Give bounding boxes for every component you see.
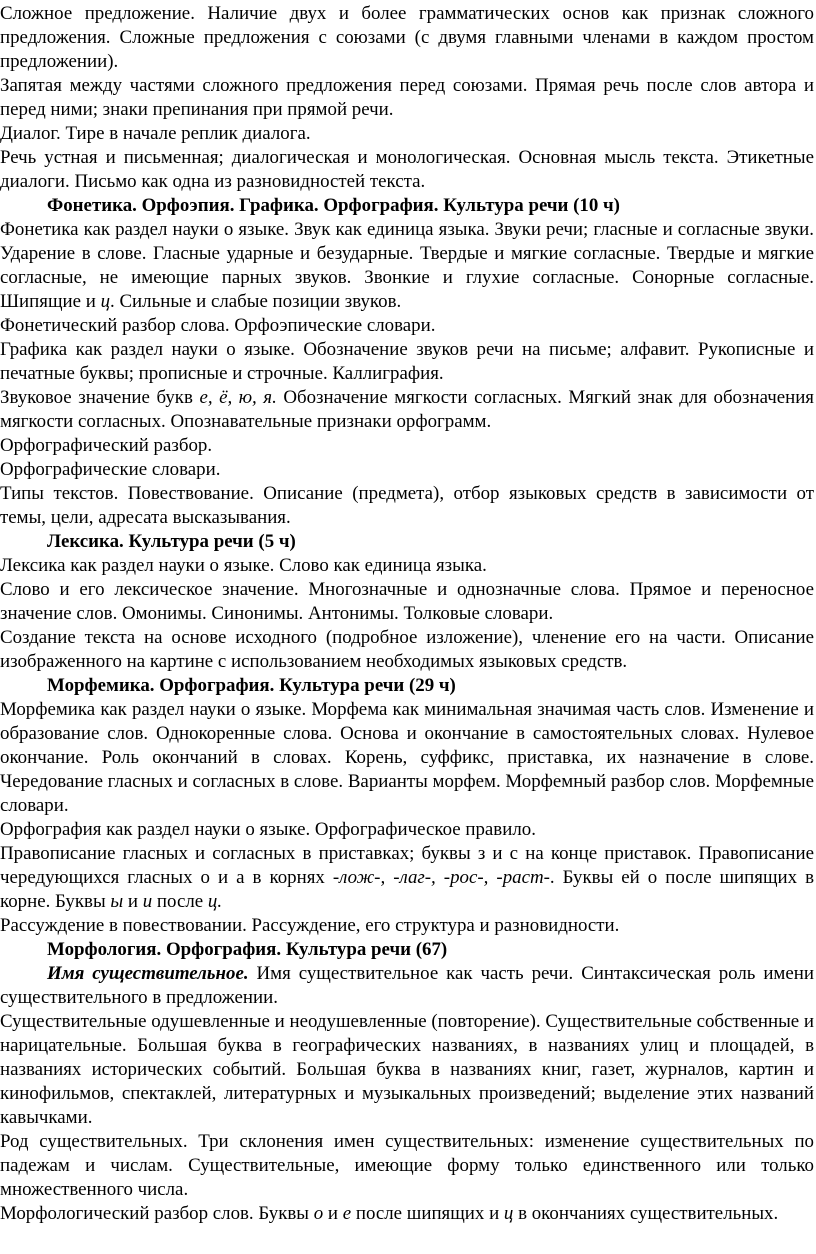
text-run: Существительные одушевленные и неодушевленные (повторение). Существительные собственные и нарицательные. Большая буква в географических названиях, в названиях улиц и площадей, в названиях исторических событий. Большая буква в названиях книг, газет, журналов, картин и кинофильмов, спектаклей, литературных и музыкальных произведений; выделение этих названий кавычками. [0, 1011, 814, 1128]
section-heading [0, 938, 816, 962]
emphasis-text: ц. [207, 891, 223, 912]
paragraph [0, 962, 816, 1010]
emphasis-text: и [142, 891, 153, 912]
text-run: . Сильные и слабые позиции звуков. [110, 291, 402, 312]
text-run: в окончаниях существительных. [513, 1203, 779, 1224]
text-run: . Буквы ей о после шипящих в корне. Буквы [0, 867, 814, 912]
paragraph [0, 338, 816, 386]
paragraph [0, 1202, 816, 1226]
text-run: Графика как раздел науки о языке. Обозначение звуков речи на письме; алфавит. Рукописные и печатные буквы; прописные и строчные. Каллиграфия. [0, 339, 814, 384]
text-run: Фонетический разбор слова. Орфоэпические словари. [0, 315, 436, 336]
paragraph [0, 1010, 816, 1130]
paragraph [0, 386, 816, 434]
emphasis-text: ы [110, 891, 124, 912]
text-run: Морфология. Орфография. Культура речи (67) [47, 939, 448, 960]
text-run: и [323, 1203, 343, 1224]
paragraph [0, 1130, 816, 1202]
paragraph [0, 482, 816, 530]
paragraph [0, 458, 816, 482]
paragraph [0, 818, 816, 842]
text-run: Диалог. Тире в начале реплик диалога. [0, 123, 311, 144]
paragraph [0, 698, 816, 818]
paragraph [0, 842, 816, 914]
section-heading [0, 674, 816, 698]
text-run: и [123, 891, 143, 912]
paragraph [0, 2, 816, 74]
section-heading [0, 194, 816, 218]
text-run: Фонетика. Орфоэпия. Графика. Орфография. Культура речи (10 ч) [47, 195, 620, 216]
text-run: Род существительных. Три склонения имен существительных: изменение существительных по падежам и числам. Существительные, имеющие форму только единственного или только множественного числа. [0, 1131, 814, 1200]
emphasis-text: е, ё, ю, я. [199, 387, 277, 408]
text-run: Создание текста на основе исходного (подробное изложение), членение его на части. Описание изображенного на картине с использованием необходимых языковых средств. [0, 627, 814, 672]
text-run: Имя существительное как часть речи. Синтаксическая роль имени существительного в предложении. [0, 963, 814, 1008]
paragraph [0, 578, 816, 626]
emphasis-text: о [313, 1203, 324, 1224]
text-run: Речь устная и письменная; диалогическая и монологическая. Основная мысль текста. Этикетные диалоги. Письмо как одна из разновидностей текста. [0, 147, 814, 192]
text-run: Морфологический разбор слов. Буквы [0, 1203, 314, 1224]
emphasis-text: е [342, 1203, 352, 1224]
text-run: Лексика как раздел науки о языке. Слово как единица языка. [0, 555, 487, 576]
paragraph [0, 314, 816, 338]
paragraph [0, 554, 816, 578]
paragraph [0, 218, 816, 314]
text-run: Рассуждение в повествовании. Рассуждение, его структура и разновидности. [0, 915, 620, 936]
paragraph [0, 434, 816, 458]
text-run: после [152, 891, 208, 912]
text-run: Орфографические словари. [0, 459, 221, 480]
emphasis-text: ц [503, 1203, 514, 1224]
text-run: Запятая между частями сложного предложения перед союзами. Прямая речь после слов автора и перед ними; знаки препинания при прямой речи. [0, 75, 814, 120]
text-run: Слово и его лексическое значение. Многозначные и однозначные слова. Прямое и переносное значение слов. Омонимы. Синонимы. Антонимы. Толковые словари. [0, 579, 814, 624]
text-run: Лексика. Культура речи (5 ч) [47, 531, 296, 552]
text-run: Орфографический разбор. [0, 435, 213, 456]
text-run: Сложное предложение. Наличие двух и более грамматических основ как признак сложного предложения. Сложные предложения с союзами (с двумя главными членами в каждом простом предложении). [0, 3, 814, 72]
paragraph [0, 146, 816, 194]
text-run: Фонетика как раздел науки о языке. Звук как единица языка. Звуки речи; гласные и согласные звуки. Ударение в слове. Гласные ударные и безударные. Твердые и мягкие согласные. Твердые и мягкие согласные, не имеющие парных звуков. Звонкие и глухие согласные. Сонорные согласные. Шипящие и [0, 219, 814, 312]
text-run: Типы текстов. Повествование. Описание (предмета), отбор языковых средств в зависимости от темы, цели, адресата высказывания. [0, 483, 814, 528]
emphasis-text: Имя существительное. [47, 963, 249, 984]
paragraph [0, 626, 816, 674]
text-run: Морфемика. Орфография. Культура речи (29 ч) [47, 675, 456, 696]
text-run: Обозначение мягкости согласных. Мягкий знак для обозначения мягкости согласных. Опознавательные признаки орфограмм. [0, 387, 814, 432]
paragraph [0, 914, 816, 938]
paragraph [0, 122, 816, 146]
text-run: Правописание гласных и согласных в приставках; буквы з и с на конце приставок. Правописание чередующихся гласных о и а в корнях [0, 843, 814, 888]
emphasis-text: ц [100, 291, 111, 312]
section-heading [0, 530, 816, 554]
text-run: Звуковое значение букв [0, 387, 200, 408]
text-run: после шипящих и [351, 1203, 504, 1224]
paragraph [0, 74, 816, 122]
emphasis-text: -лож-, -лаг-, -рос-, -раст- [332, 867, 550, 888]
text-run: Орфография как раздел науки о языке. Орфографическое правило. [0, 819, 536, 840]
text-run: Морфемика как раздел науки о языке. Морфема как минимальная значимая часть слов. Изменение и образование слов. Однокоренные слова. Основа и окончание в самостоятельных словах. Нулевое окончание. Роль окончаний в словах. Корень, суффикс, приставка, их назначение в слове. Чередование гласных и согласных в слове. Варианты морфем. Морфемный разбор слов. Морфемные словари. [0, 699, 814, 816]
